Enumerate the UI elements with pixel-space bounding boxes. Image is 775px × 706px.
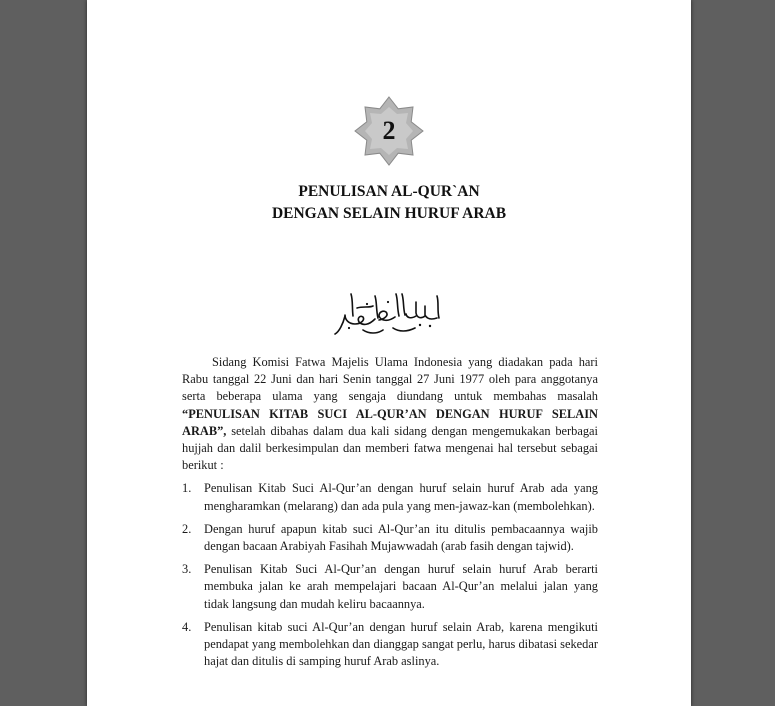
basmala-calligraphy-icon [333, 288, 447, 340]
chapter-title [87, 181, 691, 225]
list-item-number: 1. [182, 481, 192, 496]
list-item-number: 2. [182, 521, 192, 536]
basmala-calligraphy [333, 288, 447, 340]
intro-paragraph [182, 354, 598, 474]
list-item-number: 4. [182, 619, 192, 634]
list-item-text: Dengan huruf apapun kitab suci Al-Qur’an itu ditulis pembacaannya wajib dengan bacaan Arabiyah Fasihah Mujawwadah (arab fasih dengan tajwid). [204, 521, 598, 554]
list-item [182, 561, 598, 613]
list-item-text: Penulisan Kitab Suci Al-Qur’an dengan huruf selain huruf Arab berarti membuka jalan ke arah mempelajari bacaan Al-Qur’an melalui jalan yang tidak langsung dan mudah keliru bacaannya. [204, 562, 598, 611]
list-item-text: Penulisan Kitab Suci Al-Qur’an dengan huruf selain huruf Arab ada yang mengharamkan (melarang) dan ada pula yang men-jawaz-kan (membolehkan). [204, 481, 598, 513]
fatwa-list [182, 480, 598, 670]
chapter-title-line-1: PENULISAN AL-QUR`AN [298, 183, 480, 200]
list-item-text: Penulisan kitab suci Al-Qur’an dengan huruf selain Arab, karena mengikuti pendapat yang membolehkan dan dianggap sangat perlu, harus dibatasi sekedar hajat dan ditulis di samping huruf Arab aslinya. [204, 619, 598, 669]
intro-text-end: setelah dibahas dalam dua kali sidang dengan mengemukakan berbagai hujjah dan dalil berkesimpulan dan memberi fatwa mengenai hal tersebut sebagai berikut : [182, 423, 598, 473]
chapter-title-line-2: DENGAN SELAIN HURUF ARAB [271, 205, 507, 222]
list-item-number: 3. [182, 562, 192, 577]
list-item [182, 619, 598, 671]
intro-bold-topic: “PENULISAN KITAB SUCI AL-QUR’AN DENGAN HURUF SELAIN ARAB”, [182, 406, 598, 438]
intro-text-start: Sidang Komisi Fatwa Majelis Ulama Indonesia yang diadakan pada hari Rabu tanggal 22 Juni dan hari Senin tanggal 27 Juni 1977 oleh para anggotanya serta beberapa ulama yang sengaja diundang untuk membahas masalah [182, 355, 598, 404]
chapter-number: 2 [382, 116, 396, 145]
document-page [87, 0, 691, 706]
list-item [182, 521, 598, 555]
document-body [182, 354, 598, 676]
chapter-badge [353, 95, 425, 167]
list-item [182, 480, 598, 514]
